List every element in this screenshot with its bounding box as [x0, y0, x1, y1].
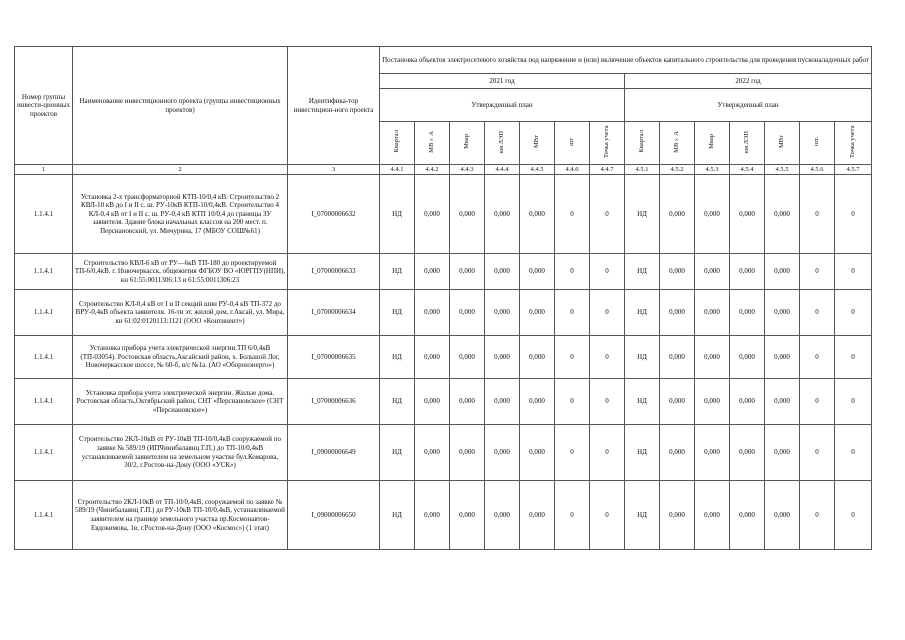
- value-cell-2022: НД: [625, 336, 660, 379]
- unit-header: Точка учета: [590, 122, 625, 165]
- value-cell-2021: 0: [555, 379, 590, 425]
- value-cell-2021: 0,000: [485, 290, 520, 336]
- group-number-cell: 1.1.4.1: [15, 175, 73, 254]
- value-cell-2022: 0,000: [695, 175, 730, 254]
- column-number: 1: [15, 165, 73, 175]
- value-cell-2021: НД: [380, 254, 415, 290]
- value-cell-2021: 0,000: [485, 379, 520, 425]
- value-cell-2022: 0,000: [660, 175, 695, 254]
- value-cell-2021: 0: [590, 175, 625, 254]
- value-cell-2022: 0: [800, 336, 835, 379]
- value-cell-2022: 0: [835, 290, 872, 336]
- value-cell-2021: 0: [590, 379, 625, 425]
- column-number: 4.4.6: [555, 165, 590, 175]
- value-cell-2022: 0: [800, 254, 835, 290]
- value-cell-2022: 0,000: [765, 425, 800, 481]
- unit-header: МВт: [765, 122, 800, 165]
- value-cell-2022: 0: [835, 425, 872, 481]
- value-cell-2021: 0: [555, 290, 590, 336]
- column-number: 4.5.3: [695, 165, 730, 175]
- value-cell-2022: 0,000: [660, 425, 695, 481]
- group-number-cell: 1.1.4.1: [15, 254, 73, 290]
- value-cell-2022: 0,000: [660, 379, 695, 425]
- value-cell-2022: 0,000: [660, 481, 695, 550]
- value-cell-2021: 0: [555, 481, 590, 550]
- value-cell-2022: 0: [835, 254, 872, 290]
- column-number: 4.4.3: [450, 165, 485, 175]
- table-row: [15, 290, 872, 336]
- unit-header: Точка учета: [835, 122, 872, 165]
- value-cell-2022: 0,000: [660, 254, 695, 290]
- value-cell-2021: 0,000: [520, 175, 555, 254]
- value-cell-2022: 0,000: [660, 290, 695, 336]
- value-cell-2021: 0: [590, 336, 625, 379]
- table-row: [15, 175, 872, 254]
- value-cell-2022: НД: [625, 379, 660, 425]
- value-cell-2022: НД: [625, 290, 660, 336]
- header-main-title: Постановка объектов электросетевого хозяйства под напряжение и (или) включение объектов капитального строительства для проведения пусконаладочных работ: [380, 47, 872, 74]
- column-number: 4.4.2: [415, 165, 450, 175]
- project-id-cell: I_09000006650: [288, 481, 380, 550]
- investment-table: [14, 46, 872, 550]
- project-name-cell: Строительство КВЛ-6 кВ от РУ—6кВ ТП-180 до проектируемой ТП-6/0,4кВ. г. Новочеркасск, общежития ФГБОУ ВО «ЮРГПУ(НПИ), кн 61:55:0011306:13 и 61:55:0011306:23: [73, 254, 288, 290]
- value-cell-2021: 0: [555, 254, 590, 290]
- value-cell-2021: НД: [380, 336, 415, 379]
- value-cell-2021: 0,000: [520, 254, 555, 290]
- column-number: 4.5.2: [660, 165, 695, 175]
- header-year-2021: 2021 год: [380, 74, 625, 89]
- value-cell-2022: 0,000: [695, 379, 730, 425]
- table-row: [15, 254, 872, 290]
- value-cell-2022: 0: [800, 425, 835, 481]
- value-cell-2022: 0,000: [730, 481, 765, 550]
- value-cell-2021: 0,000: [520, 481, 555, 550]
- value-cell-2021: НД: [380, 379, 415, 425]
- value-cell-2021: 0,000: [415, 254, 450, 290]
- table-row: [15, 336, 872, 379]
- header-approved-plan-2022: Утвержденный план: [625, 89, 872, 122]
- value-cell-2021: 0,000: [415, 379, 450, 425]
- table-row: [15, 379, 872, 425]
- value-cell-2021: 0,000: [450, 336, 485, 379]
- value-cell-2022: 0,000: [695, 481, 730, 550]
- value-cell-2022: 0: [800, 481, 835, 550]
- value-cell-2022: НД: [625, 254, 660, 290]
- column-number: 4.5.7: [835, 165, 872, 175]
- value-cell-2022: 0,000: [695, 425, 730, 481]
- value-cell-2022: 0,000: [765, 336, 800, 379]
- table-row: [15, 425, 872, 481]
- column-number: 4.4.7: [590, 165, 625, 175]
- column-number: 4.5.4: [730, 165, 765, 175]
- value-cell-2021: 0,000: [415, 425, 450, 481]
- project-name-cell: Строительство 2КЛ-10кВ от РУ-10кВ ТП-10/0,4кВ сооружаемой по заявке № 589/19 (ИПЧинибалаянц Г.П.) до ТП-10/0,4кВ устанавливаемой заявителем на земельном участке бул.Комарова, 30/2, г.Ростов-на-Дону (ООО «УСК»): [73, 425, 288, 481]
- value-cell-2022: 0,000: [730, 175, 765, 254]
- value-cell-2022: 0,000: [730, 379, 765, 425]
- value-cell-2021: НД: [380, 290, 415, 336]
- unit-header: МВ×А: [660, 122, 695, 165]
- group-number-cell: 1.1.4.1: [15, 336, 73, 379]
- unit-header: шт: [555, 122, 590, 165]
- value-cell-2021: 0: [590, 290, 625, 336]
- project-name-cell: Строительство 2КЛ-10кВ от ТП-10/0,4кВ, сооружаемой по заявке № 589/19 (Чинибалаянц Г.П.) до РУ-10кВ ТП-10/0,4кВ, устанавливаемой заявителем на границе земельного участка пр.Космонавтов-Евдокимова, 1в, г.Ростов-на-Дону (ООО «Космос») (1 этап): [73, 481, 288, 550]
- value-cell-2021: 0: [555, 425, 590, 481]
- value-cell-2021: 0,000: [485, 254, 520, 290]
- group-number-cell: 1.1.4.1: [15, 290, 73, 336]
- unit-header: Мвар: [450, 122, 485, 165]
- value-cell-2022: НД: [625, 175, 660, 254]
- value-cell-2021: 0,000: [450, 175, 485, 254]
- unit-header: Мвар: [695, 122, 730, 165]
- column-number: 4.4.4: [485, 165, 520, 175]
- value-cell-2022: 0,000: [695, 254, 730, 290]
- column-number: 3: [288, 165, 380, 175]
- header-project-name: Наименование инвестиционного проекта (группы инвестиционных проектов): [73, 47, 288, 165]
- project-id-cell: I_07000006633: [288, 254, 380, 290]
- value-cell-2021: 0,000: [450, 254, 485, 290]
- value-cell-2021: 0,000: [485, 481, 520, 550]
- value-cell-2021: 0,000: [520, 290, 555, 336]
- value-cell-2021: НД: [380, 425, 415, 481]
- column-number: 4.4.5: [520, 165, 555, 175]
- group-number-cell: 1.1.4.1: [15, 425, 73, 481]
- project-name-cell: Строительство КЛ-0,4 кВ от I и II секций шин РУ-0,4 кВ ТП-372 до ВРУ-0,4кВ объекта заявителя. 16-ти эт. жилой дом, г.Аксай, ул. Мира, кн 61:02:0120113:1121 (ООО «Континент»): [73, 290, 288, 336]
- value-cell-2022: 0: [835, 175, 872, 254]
- unit-header: шт.: [800, 122, 835, 165]
- value-cell-2022: 0: [800, 379, 835, 425]
- project-name-cell: Установка прибора учета электрической энергии.ТП 6/0,4кВ (ТП-03054). Ростовская область,Аксайский район, х. Большой Лог, Новочеркасское шоссе, № 60-б, в/с №1а. (АО «Оборонэнерго»): [73, 336, 288, 379]
- group-number-cell: 1.1.4.1: [15, 379, 73, 425]
- value-cell-2022: 0,000: [695, 290, 730, 336]
- value-cell-2022: 0,000: [765, 254, 800, 290]
- value-cell-2021: 0: [590, 481, 625, 550]
- column-numbers-row: [15, 165, 872, 175]
- unit-header: МВт: [520, 122, 555, 165]
- value-cell-2021: 0: [555, 175, 590, 254]
- column-number: 4.5.6: [800, 165, 835, 175]
- value-cell-2022: 0,000: [765, 175, 800, 254]
- unit-header: км ЛЭП: [730, 122, 765, 165]
- project-id-cell: I_07000006632: [288, 175, 380, 254]
- unit-header: Квартал: [380, 122, 415, 165]
- value-cell-2022: НД: [625, 425, 660, 481]
- value-cell-2021: НД: [380, 175, 415, 254]
- project-id-cell: I_07000006634: [288, 290, 380, 336]
- project-id-cell: I_07000006635: [288, 336, 380, 379]
- value-cell-2021: 0: [590, 254, 625, 290]
- value-cell-2021: 0: [555, 336, 590, 379]
- table-body: [15, 175, 872, 550]
- value-cell-2022: 0,000: [765, 481, 800, 550]
- value-cell-2022: 0,000: [730, 425, 765, 481]
- value-cell-2021: 0,000: [415, 175, 450, 254]
- value-cell-2021: 0,000: [450, 379, 485, 425]
- header-approved-plan-2021: Утвержденный план: [380, 89, 625, 122]
- value-cell-2021: 0: [590, 425, 625, 481]
- value-cell-2022: 0: [835, 481, 872, 550]
- value-cell-2022: 0,000: [765, 379, 800, 425]
- value-cell-2022: 0,000: [765, 290, 800, 336]
- value-cell-2021: 0,000: [520, 336, 555, 379]
- column-number: 4.5.5: [765, 165, 800, 175]
- header-project-id: Идентифика-тор инвестицион-ного проекта: [288, 47, 380, 165]
- value-cell-2022: 0,000: [730, 336, 765, 379]
- value-cell-2021: 0,000: [520, 379, 555, 425]
- value-cell-2021: 0,000: [415, 336, 450, 379]
- column-number: 4.5.1: [625, 165, 660, 175]
- value-cell-2021: НД: [380, 481, 415, 550]
- value-cell-2022: 0,000: [730, 290, 765, 336]
- project-id-cell: I_07000006636: [288, 379, 380, 425]
- value-cell-2022: 0: [835, 336, 872, 379]
- unit-header: км ЛЭП: [485, 122, 520, 165]
- column-number: 4.4.1: [380, 165, 415, 175]
- value-cell-2022: НД: [625, 481, 660, 550]
- value-cell-2022: 0,000: [695, 336, 730, 379]
- value-cell-2022: 0,000: [660, 336, 695, 379]
- value-cell-2021: 0,000: [415, 481, 450, 550]
- value-cell-2021: 0,000: [450, 290, 485, 336]
- header-group-number: Номер группы инвести-ционных проектов: [15, 47, 73, 165]
- value-cell-2022: 0,000: [730, 254, 765, 290]
- project-name-cell: Установка 2-х трансформаторной КТП-10/0,4 кВ. Строительство 2 КВЛ-10 кВ до I и II с. ш. РУ-10кВ КТП-10/0,4кВ. Строительство 4 КЛ-0,4 кВ от I и II с. ш. РУ-0,4 кВ КТП 10/0,4 до границы ЗУ заявителя. Здание блока начальных классов на 200 мест. п. Персиановский, ул. Мичурина, 17 (МБОУ СОШ№61): [73, 175, 288, 254]
- value-cell-2021: 0,000: [485, 336, 520, 379]
- value-cell-2021: 0,000: [520, 425, 555, 481]
- header-year-2022: 2022 год: [625, 74, 872, 89]
- group-number-cell: 1.1.4.1: [15, 481, 73, 550]
- value-cell-2021: 0,000: [450, 481, 485, 550]
- value-cell-2021: 0,000: [485, 425, 520, 481]
- value-cell-2022: 0: [800, 290, 835, 336]
- value-cell-2021: 0,000: [450, 425, 485, 481]
- unit-header: МВ×А: [415, 122, 450, 165]
- table-row: [15, 481, 872, 550]
- column-number: 2: [73, 165, 288, 175]
- value-cell-2022: 0: [800, 175, 835, 254]
- value-cell-2022: 0: [835, 379, 872, 425]
- value-cell-2021: 0,000: [415, 290, 450, 336]
- project-id-cell: I_09000006649: [288, 425, 380, 481]
- project-name-cell: Установка прибора учета электрической энергии. Жилые дома. Ростовская область,Октябрьский район, СНТ «Персиановское» (СНТ «Персиановское»): [73, 379, 288, 425]
- value-cell-2021: 0,000: [485, 175, 520, 254]
- unit-header: Квартал: [625, 122, 660, 165]
